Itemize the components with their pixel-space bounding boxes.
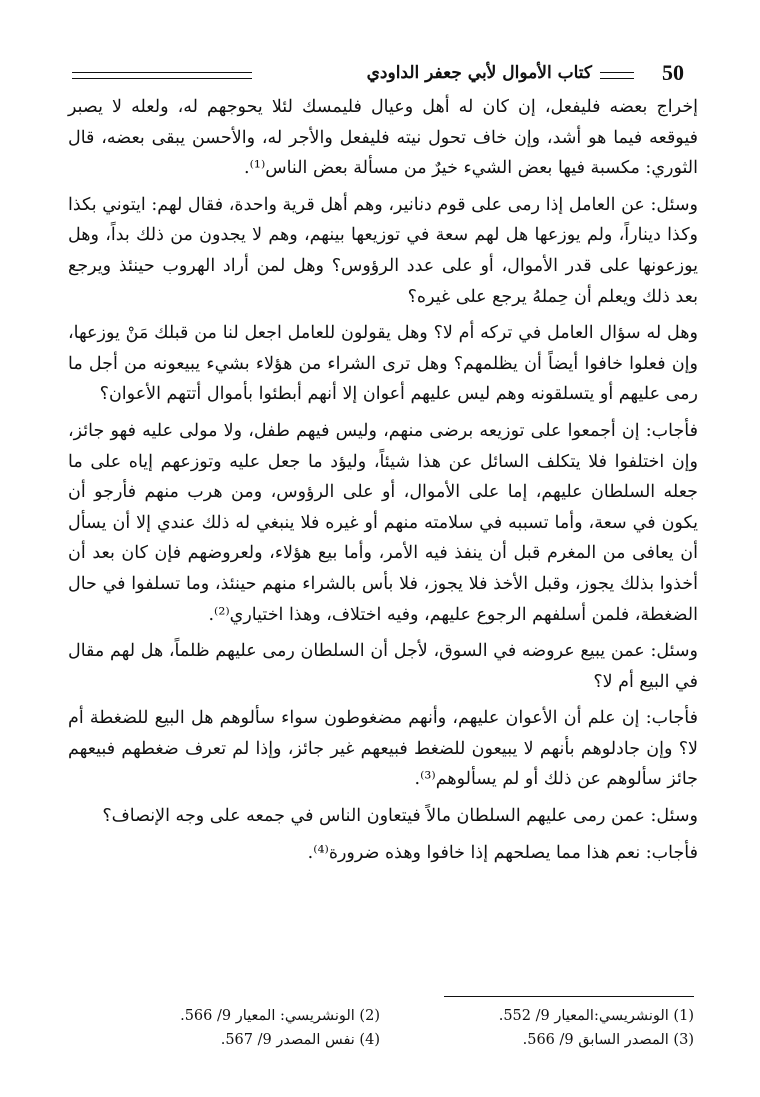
paragraph-7: وسئل: عمن رمى عليهم السلطان مالاً فيتعاون الناس في جمعه على وجه الإنصاف؟	[102, 806, 698, 827]
paragraph-6: فأجاب: إن علم أن الأعوان عليهم، وأنهم مضغوطون سواء سألوهم هل البيع للضغطة أم لا؟ وإن جادلوهم بأنهم لا يبيعون للضغط فبيعهم غير جائز، وإذا لم تعرف ضغطهم فبيعهم جائز سألوهم عن ذلك أو لم يسألوهم⁽³⁾.	[68, 708, 698, 790]
paragraph-1: إخراج بعضه فليفعل، إن كان له أهل وعيال فليمسك لئلا يحوجهم له، ولعله لا يصبر فيوقعه فيما هو أشد، وإن خاف تحول نيته فليفعل والأجر له، والأحسن يبقى بعضه، قال الثوري: مكسبة فيها بعض الشيء خيرٌ من مسألة بعض الناس⁽¹⁾.	[68, 97, 698, 179]
page-number: 50	[662, 60, 684, 85]
footnote-2: (2) الونشريسي: المعيار 9/ 566.	[180, 1008, 380, 1024]
footnotes	[80, 1004, 694, 1052]
paragraph-8: فأجاب: نعم هذا مما يصلحهم إذا خافوا وهذه ضرورة⁽⁴⁾.	[307, 842, 698, 863]
footnote-row	[80, 1028, 694, 1052]
paragraph-2: وسئل: عن العامل إذا رمى على قوم دنانير، وهم أهل قرية واحدة، فقال لهم: ايتوني بكذا وكذا ديناراً، ولم يوزعها هل لهم سعة في توزيعها بينهم، وهم لا يجدون من ذلك بداً، وهل يوزعونها على قدر الأموال، أو على عدد الرؤوس؟ وهل لمن أراد الهروب حينئذ ويرجع بعد ذلك ويعلم أن حِملهُ يرجع على غيره؟	[68, 194, 698, 307]
footnote-row	[80, 1004, 694, 1028]
paragraph-5: وسئل: عمن يبيع عروضه في السوق، لأجل أن السلطان رمى عليهم ظلماً، هل لهم مقال في البيع أم لا؟	[68, 641, 698, 692]
footnote-4: (4) نفس المصدر 9/ 567.	[220, 1032, 380, 1048]
footnote-3: (3) المصدر السابق 9/ 566.	[522, 1032, 694, 1048]
paragraph-3: وهل له سؤال العامل في تركه أم لا؟ وهل يقولون للعامل اجعل لنا من قبلك مَنْ يوزعها، وإن فعلوا خافوا أيضاً أن يظلمهم؟ وهل ترى الشراء من هؤلاء بشيء يبيعونه من أجل ما رمى عليهم أو يتسلقونه وهم ليس عليهم أعوان إلا أنهم أبطئوا بأموال أتتهم الأعوان؟	[68, 323, 698, 405]
body-text	[68, 92, 698, 874]
running-title: كتاب الأموال لأبي جعفر الداودي	[366, 63, 592, 83]
footnote-separator	[444, 996, 694, 997]
paragraph-4: فأجاب: إن أجمعوا على توزيعه برضى منهم، وليس فيهم طفل، ولا مولى عليه فهو جائز، وإن اختلفوا فلا يتكلف السائل عن هذا شيئاً، وليؤد ما جعل عليه وتوزعهم إياه على ما جعله السلطان عليهم، إما على الأموال، أو على الرؤوس، ومن هرب منهم فأرجو أن يكون في سعة، وأما تسببه في سلامته منهم أو غيره فلا ينبغي له ذلك عندي إلا أن يسأل أن يعافى من المغرم قبل أن ينفذ فيه الأمر، وأما بيع هؤلاء، ولعروضهم فإن كان بعد أن أخذوا بذلك يجوز، وقبل الأخذ فلا يجوز، فلا بأس بالشراء منهم حينئذ، وما تسلفوا في حال الضغطة، فلمن أسلفهم الرجوع عليهم، وفيه اختلاف، وهذا اختياري⁽²⁾.	[68, 420, 698, 625]
page-header	[72, 58, 684, 92]
header-rule-left	[72, 72, 252, 79]
footnote-1: (1) الونشريسي:المعيار 9/ 552.	[498, 1008, 694, 1024]
header-rule-right	[600, 72, 634, 79]
